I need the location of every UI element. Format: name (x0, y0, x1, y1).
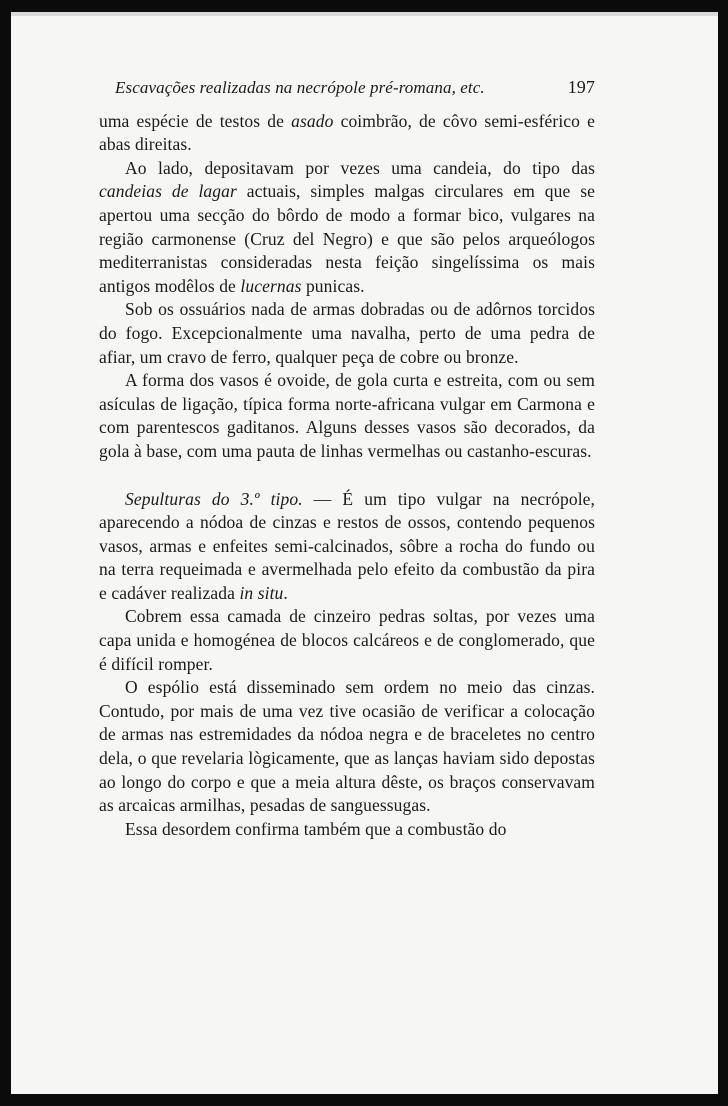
text-run: . (283, 582, 288, 603)
paragraph (99, 676, 595, 818)
text-run: Ao lado, depositavam por vezes uma candeia, do tipo das (125, 157, 595, 178)
body-text (99, 110, 595, 842)
italic-text: candeias de lagar (99, 181, 237, 202)
paragraph (99, 298, 595, 369)
text-run: O espólio está disseminado sem ordem no meio das cinzas. Contudo, por mais de uma vez tive ocasião de verificar a colocação de armas nas estremidades da nódoa negra e de braceletes no centro dela, o que revelaria lògicamente, que as lanças haviam sido depostas ao longo do corpo e que a meia altura dêste, os braços conservavam as arcaicas armilhas, pesadas de sanguessugas. (99, 677, 595, 816)
paragraph (99, 488, 595, 606)
running-head (115, 76, 595, 100)
text-run: actuais, simples malgas circulares em que se apertou uma secção do bôrdo de modo a formar bico, vulgares na região carmonense (Cruz del Negro) e que são pelos arqueólogos mediterranistas consideradas nesta feição singelíssima os mais antigos modêlos de (99, 181, 595, 296)
italic-text: asado (291, 110, 334, 131)
text-run: Sob os ossuários nada de armas dobradas ou de adôrnos torcidos do fogo. Excepcionalmente uma navalha, perto de uma pedra de afiar, um cravo de ferro, qualquer peça de cobre ou bronze. (99, 299, 595, 367)
text-run: uma espécie de testos de (99, 110, 292, 131)
italic-text: lucernas (240, 275, 302, 296)
running-title: Escavações realizadas na necrópole pré-romana, etc. (115, 78, 485, 97)
text-run: Cobrem essa camada de cinzeiro pedras soltas, por vezes uma capa unida e homogénea de blocos calcáreos e de conglomerado, que é difícil romper. (99, 606, 595, 674)
text-run: coimbrão, de côvo semi-esférico e abas direitas. (99, 110, 595, 155)
section-gap (99, 464, 595, 488)
italic-text: in situ (239, 582, 284, 603)
text-run: A forma dos vasos é ovoide, de gola curta e estreita, com ou sem asículas de ligação, típica forma norte-africana vulgar em Carmona e com parentescos gaditanos. Alguns desses vasos são decorados, da gola à base, com uma pauta de linhas vermelhas ou castanho-escuras. (99, 370, 595, 461)
book-page (11, 12, 718, 1094)
paragraph (99, 110, 595, 157)
paragraph (99, 369, 595, 463)
paragraph (99, 157, 595, 299)
paragraph (99, 818, 595, 842)
italic-text: Sepulturas do 3.º tipo. (125, 488, 303, 509)
text-run: Essa desordem confirma também que a combustão do (125, 818, 507, 839)
text-run: punicas. (301, 275, 365, 296)
page-text-block (99, 76, 595, 841)
page-number: 197 (567, 77, 595, 97)
text-run: — É um tipo vulgar na necrópole, aparecendo a nódoa de cinzas e restos de ossos, contendo pequenos vasos, armas e enfeites semi-calcinados, sôbre a rocha do fundo ou na terra requeimada e avermelhada pelo efeito da combustão da pira e cadáver realizada (99, 488, 595, 603)
paragraph (99, 605, 595, 676)
